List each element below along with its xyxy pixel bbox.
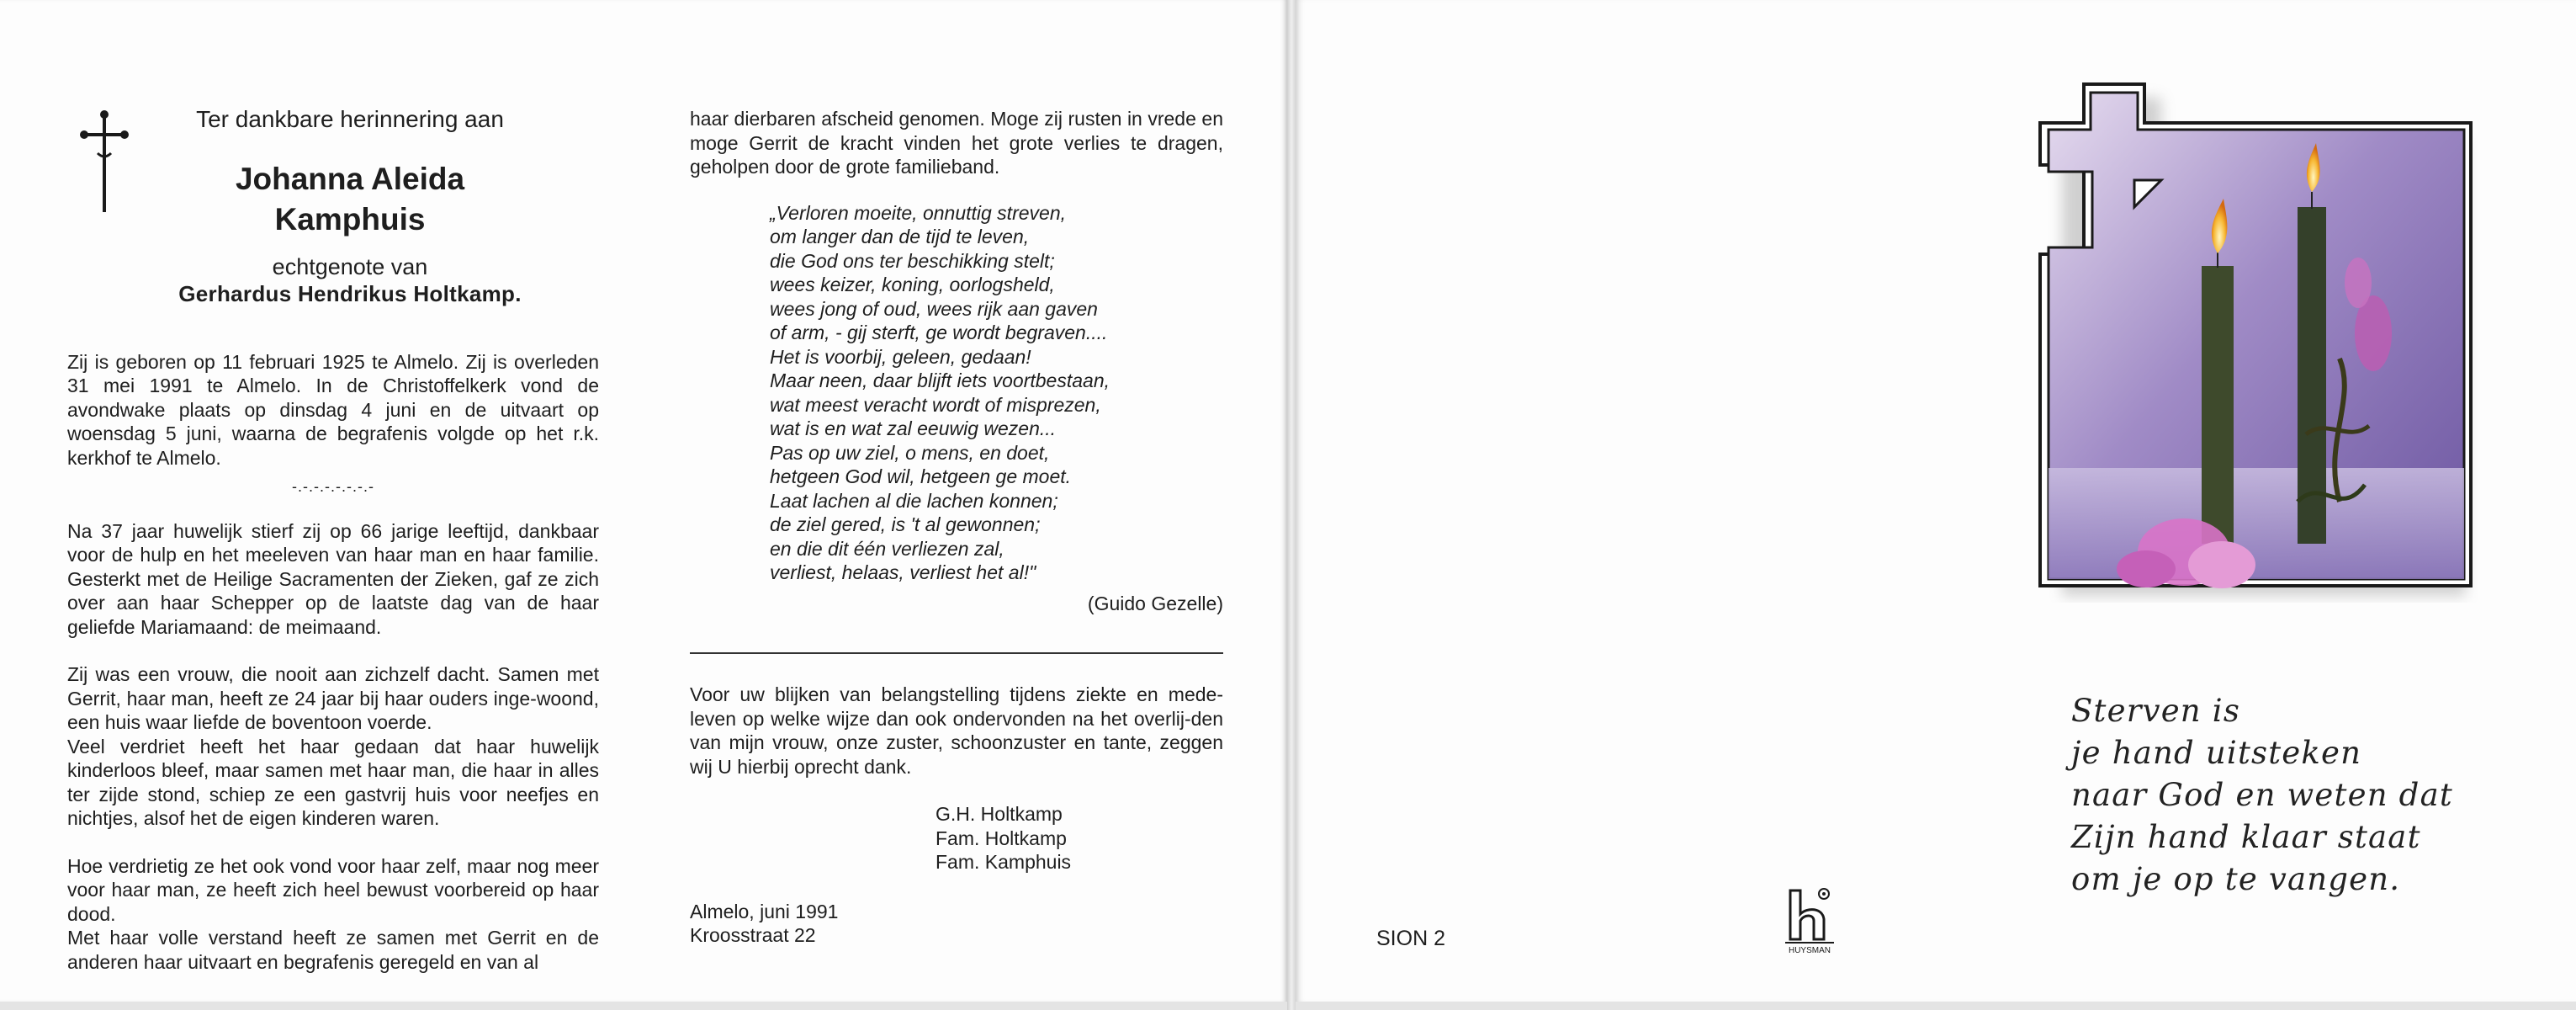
poem-author: (Guido Gezelle): [1087, 592, 1223, 614]
poem-line: hetgeen God wil, hetgeen ge moet.: [770, 465, 1072, 487]
address: Kroosstraat 22: [690, 924, 816, 946]
divider-line: [690, 652, 1223, 654]
poem-line: „Verloren moeite, onnuttig streven,: [770, 201, 1066, 224]
quote-line: om je op te vangen.: [2071, 861, 2401, 897]
paragraph-character: Zij was een vrouw, die nooit aan zichzelf dacht. Samen met Gerrit, haar man, heeft ze 24 jaar bij haar ouders inge-woond, een huis waar liefde de boventoon voerde.: [67, 663, 599, 733]
paragraph-funeral-arrangements: Met haar volle verstand heeft ze samen met Gerrit en de anderen haar uitvaart en begrafenis geregeld en van al: [67, 927, 599, 973]
spouse-label: echtgenote van: [272, 253, 428, 279]
poem-line: of arm, - gij sterft, ge wordt begraven....: [770, 322, 1108, 343]
poem-line: Laat lachen al die lachen konnen;: [770, 489, 1058, 512]
spouse-name: Gerhardus Hendrikus Holtkamp.: [178, 281, 522, 306]
deceased-name: [101, 159, 599, 240]
poem-line: Het is voorbij, geleen, gedaan!: [770, 345, 1031, 368]
poem-line: om langer dan de tijd te leven,: [770, 226, 1030, 247]
card-fold: [1287, 0, 1296, 1010]
poem-line: wat is en wat zal eeuwig wezen...: [770, 417, 1057, 439]
huysman-logo-icon: [1782, 885, 1837, 956]
thanks-paragraph: Voor uw blijken van belangstelling tijdens ziekte en mede-leven op welke wijze dan ook ondervonden na het overlij-den van mijn vrouw, onze zuster, schoonzuster en tante, zeggen wij U hierbij oprecht dank.: [690, 683, 1223, 778]
poem-line: wees jong of oud, wees rijk aan gaven: [770, 297, 1098, 320]
poem: [770, 201, 1223, 585]
front-quote: [2071, 690, 2453, 901]
quote-line: naar God en weten dat: [2071, 777, 2453, 813]
quote-line: je hand uitsteken: [2071, 735, 2362, 771]
signer: Fam. Holtkamp: [936, 827, 1067, 849]
card-code: SION 2: [1376, 927, 1445, 950]
paragraph-birth-death: Zij is geboren op 11 februari 1925 te Almelo. Zij is overleden 31 mei 1991 te Almelo. In de Christoffelkerk vond de avondwake plaats op dinsdag 4 juni en de uitvaart op woensdag 5 juni, waarna de begrafenis volgde op het r.k. kerkhof te Almelo.: [67, 350, 599, 469]
poem-line: die God ons ter beschikking stelt;: [770, 249, 1055, 272]
poem-line: Maar neen, daar blijft iets voortbestaan,: [770, 369, 1110, 391]
paragraph-preparation: Hoe verdrietig ze het ook vond voor haar zelf, maar nog meer voor haar man, ze heeft zich heel bewust voorbereid op haar dood.: [67, 854, 599, 925]
poem-line: Pas op uw ziel, o mens, en doet,: [770, 441, 1050, 464]
paragraph-marriage: Na 37 jaar huwelijk stierf zij op 66 jarige leeftijd, dankbaar voor de hulp en het meeleven van haar man en haar familie. Gesterkt met de Heilige Sacramenten der Zieken, gaf ze zich over aan haar Schepper op de laatste dag van de haar geliefde Mariamaand: de meimaand.: [67, 519, 599, 638]
intro-text: Ter dankbare herinnering aan: [196, 106, 504, 132]
poem-line: de ziel gered, is 't al gewonnen;: [770, 513, 1041, 535]
place-date: Almelo, juni 1991: [690, 900, 839, 922]
candle-photo: [2037, 81, 2478, 603]
logo-text: HUYSMAN: [1788, 946, 1831, 955]
signer: Fam. Kamphuis: [936, 851, 1072, 873]
deceased-name-line2: Kamphuis: [274, 201, 426, 237]
poem-line: en die dit één verliezen zal,: [770, 537, 1004, 560]
signers-list: [936, 802, 1223, 874]
signer: G.H. Holtkamp: [936, 803, 1063, 825]
poem-line: verliest, helaas, verliest het al!": [770, 561, 1036, 583]
quote-line: Zijn hand klaar staat: [2071, 819, 2421, 855]
memorial-text-column-2: [690, 107, 1223, 948]
deceased-name-line1: Johanna Aleida: [235, 161, 465, 196]
small-divider: -.-.-.-.-.-.-.-: [292, 478, 374, 495]
quote-line: Sterven is: [2071, 693, 2241, 729]
poem-line: wees keizer, koning, oorlogsheld,: [770, 274, 1055, 295]
poem-line: wat meest veracht wordt of misprezen,: [770, 393, 1101, 416]
paragraph-childless: Veel verdriet heeft het haar gedaan dat haar huwelijk kinderloos bleef, maar samen met haar man, die haar in alles ter zijde stond, schiep ze een gastvrij huis voor neefjes en nichtjes, alsof het de eigen kinderen waren.: [67, 735, 599, 829]
paragraph-farewell: haar dierbaren afscheid genomen. Moge zij rusten in vrede en moge Gerrit de kracht vinden het grote verlies te dragen, geholpen door de grote familieband.: [690, 108, 1223, 178]
memorial-text-column-1: [67, 101, 599, 974]
